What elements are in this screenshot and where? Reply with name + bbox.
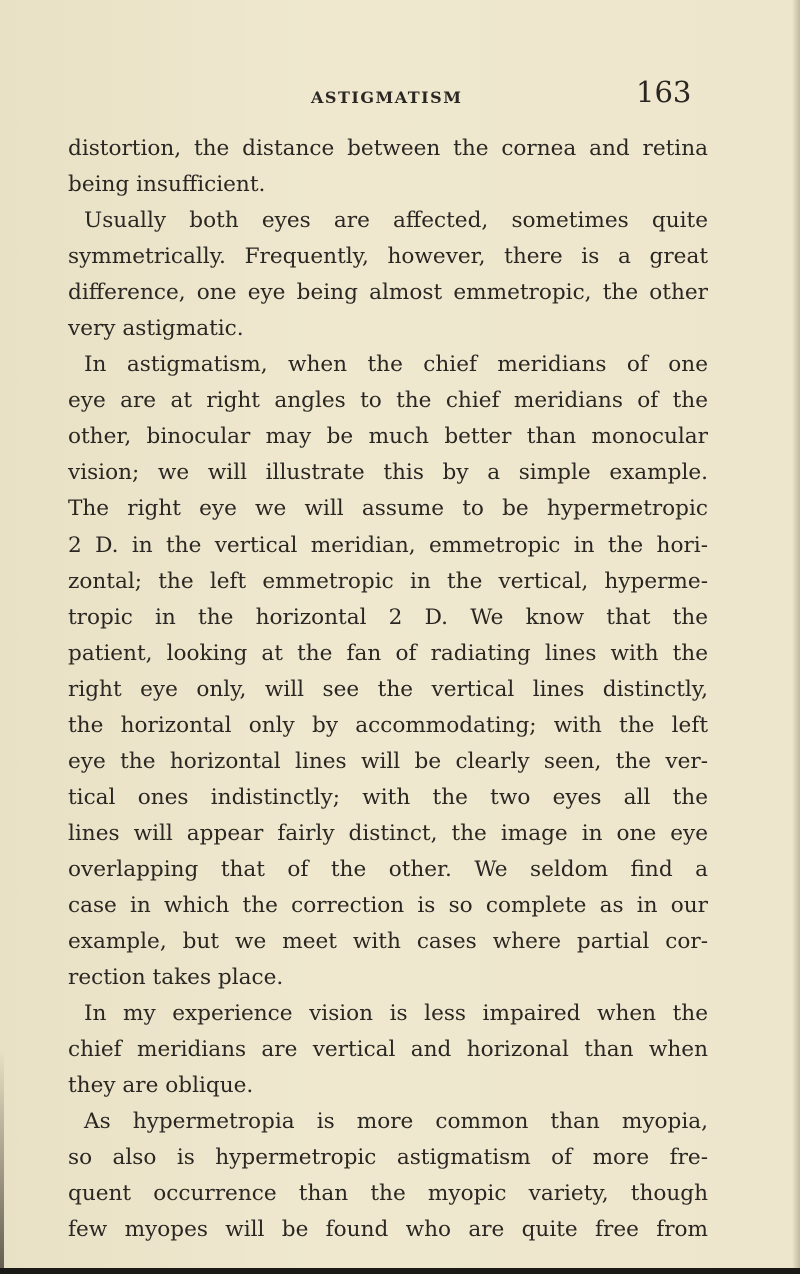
text-line: patient, looking at the fan of radiating lines with the — [68, 640, 708, 666]
text-line: 2 D. in the vertical meridian, emmetropic in the hori- — [68, 532, 708, 558]
text-line: chief meridians are vertical and horizonal than when — [68, 1037, 708, 1063]
text-line: eye the horizontal lines will be clearly seen, the ver- — [68, 748, 708, 774]
body-text — [68, 131, 708, 1248]
text-line: tropic in the horizontal 2 D. We know that the — [68, 604, 708, 630]
running-head-title: ASTIGMATISM — [311, 88, 463, 107]
text-line: zontal; the left emmetropic in the vertical, hyperme- — [68, 568, 708, 594]
text-line: lines will appear fairly distinct, the image in one eye — [68, 820, 708, 846]
text-line: eye are at right angles to the chief meridians of the — [68, 388, 708, 414]
text-line: quent occurrence than the myopic variety, though — [68, 1181, 708, 1207]
page-left-edge — [0, 1050, 4, 1274]
page-bottom-edge — [0, 1268, 800, 1274]
text-line: right eye only, will see the vertical lines distinctly, — [68, 676, 708, 702]
text-line: few myopes will be found who are quite free from — [68, 1217, 708, 1243]
text-line: very astigmatic. — [68, 316, 244, 342]
text-line: vision; we will illustrate this by a simple example. — [68, 460, 708, 486]
text-line: being insufficient. — [68, 172, 266, 198]
page-number: 163 — [636, 75, 692, 109]
text-line: difference, one eye being almost emmetropic, the other — [68, 280, 708, 306]
text-line: case in which the correction is so complete as in our — [68, 892, 708, 918]
text-line: The right eye we will assume to be hypermetropic — [68, 496, 708, 522]
text-line: Usually both eyes are affected, sometimes quite — [84, 208, 708, 234]
text-line: In my experience vision is less impaired when the — [84, 1001, 708, 1027]
text-line: rection takes place. — [68, 965, 284, 991]
text-line: they are oblique. — [68, 1073, 254, 1099]
text-line: As hypermetropia is more common than myopia, — [84, 1109, 708, 1135]
text-line: the horizontal only by accommodating; with the left — [68, 712, 708, 738]
text-line: tical ones indistinctly; with the two eyes all the — [68, 784, 708, 810]
page-gutter-shadow — [792, 0, 800, 1274]
text-line: overlapping that of the other. We seldom find a — [68, 856, 708, 882]
text-line: In astigmatism, when the chief meridians of one — [84, 352, 708, 378]
text-line: distortion, the distance between the cornea and retina — [68, 136, 708, 161]
text-line: symmetrically. Frequently, however, there is a great — [68, 244, 708, 270]
text-line: other, binocular may be much better than monocular — [68, 424, 708, 450]
text-line: so also is hypermetropic astigmatism of more fre- — [68, 1145, 708, 1171]
text-line: example, but we meet with cases where partial cor- — [68, 929, 708, 955]
